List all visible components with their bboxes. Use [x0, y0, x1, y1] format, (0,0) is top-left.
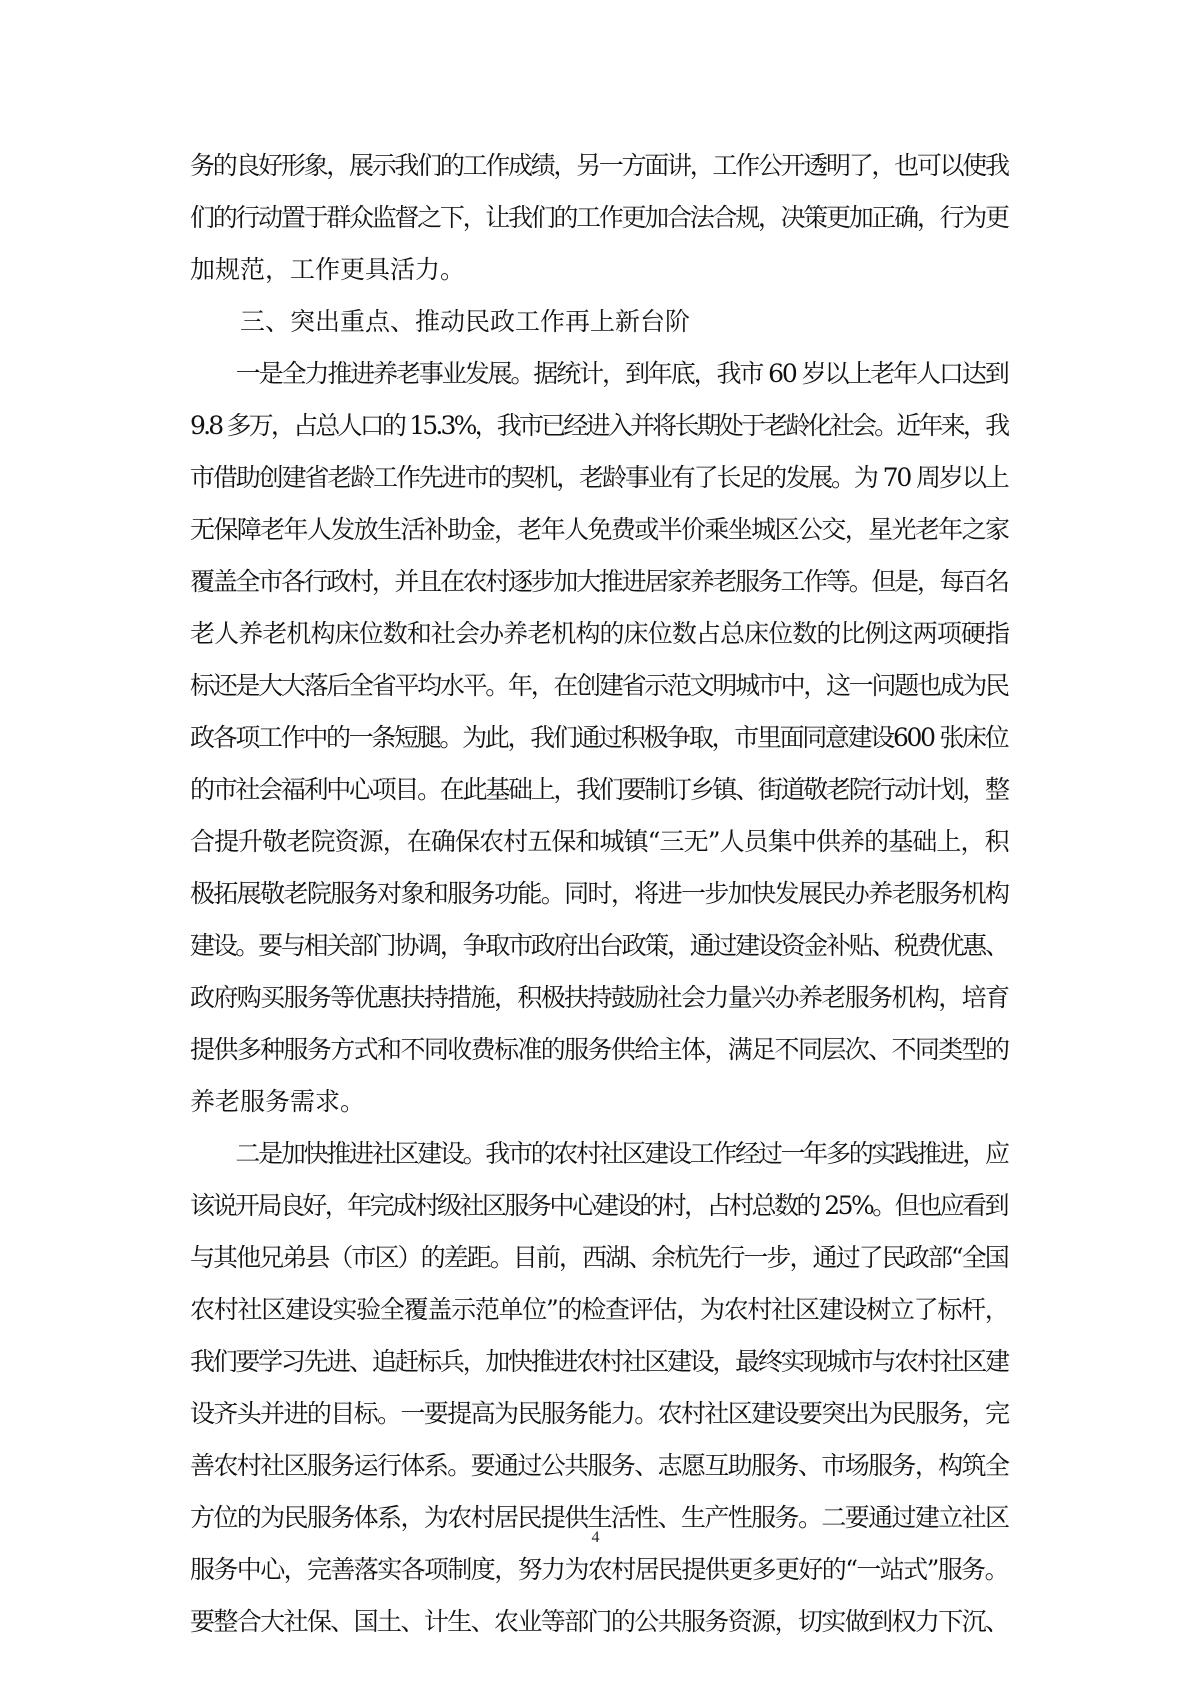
text-line: 政府购买服务等优惠扶持措施，积极扶持鼓励社会力量兴办养老服务机构，培育: [190, 983, 1009, 1012]
text-line: 加规范，工作更具活力。: [190, 255, 466, 284]
text-line: 三、突出重点、推动民政工作再上新台阶: [190, 307, 691, 336]
text-line: 二是加快推进社区建设。我市的农村社区建设工作经过一年多的实践推进，应: [190, 1139, 1008, 1168]
text-line: 服务中心，完善落实各项制度，努力为农村居民提供更多更好的“一站式”服务。: [190, 1555, 1008, 1584]
text-line: 们的行动置于群众监督之下，让我们的工作更加合法合规，决策更加正确，行为更: [190, 203, 1008, 232]
text-line: 极拓展敬老院服务对象和服务功能。同时，将进一步加快发展民办养老服务机构: [190, 879, 1009, 908]
text-line: 善农村社区服务运行体系。要通过公共服务、志愿互助服务、市场服务，构筑全: [190, 1451, 1009, 1480]
text-line: 我们要学习先进、追赶标兵，加快推进农村社区建设，最终实现城市与农村社区建: [190, 1347, 1008, 1376]
text-line: 农村社区建设实验全覆盖示范单位”的检查评估，为农村社区建设树立了标杆，: [190, 1295, 1009, 1324]
text-line: 标还是大大落后全省平均水平。年，在创建省示范文明城市中，这一问题也成为民: [190, 671, 1008, 700]
text-line: 老人养老机构床位数和社会办养老机构的床位数占总床位数的比例这两项硬指: [190, 619, 1010, 648]
text-line: 覆盖全市各行政村，并且在农村逐步加大推进居家养老服务工作等。但是，每百名: [190, 567, 1008, 596]
text-line: 政各项工作中的一条短腿。为此，我们通过积极争取，市里面同意建设600 张床位: [190, 723, 1008, 752]
text-line: 养老服务需求。: [190, 1087, 366, 1116]
text-line: 与其他兄弟县（市区）的差距。目前，西湖、余杭先行一步，通过了民政部“全国: [190, 1243, 1008, 1272]
text-line: 市借助创建省老龄工作先进市的契机，老龄事业有了长足的发展。为 70 周岁以上: [190, 463, 1008, 492]
document-body: [190, 140, 1010, 1648]
text-line: 要整合大社保、国土、计生、农业等部门的公共服务资源，切实做到权力下沉、: [190, 1607, 1009, 1636]
text-line: 一是全力推进养老事业发展。据统计，到年底，我市 60 岁以上老年人口达到: [190, 359, 1008, 388]
text-line: 9.8 多万，占总人口的 15.3%，我市已经进入并将长期处于老龄化社会。近年来，我: [190, 411, 1008, 440]
text-line: 建设。要与相关部门协调，争取市政府出台政策，通过建设资金补贴、税费优惠、: [190, 931, 1008, 960]
text-line: 设齐头并进的目标。一要提高为民服务能力。农村社区建设要突出为民服务，完: [190, 1399, 1009, 1428]
text-line: 合提升敬老院资源，在确保农村五保和城镇“三无”人员集中供养的基础上，积: [190, 827, 1009, 856]
text-line: 该说开局良好，年完成村级社区服务中心建设的村，占村总数的 25%。但也应看到: [190, 1191, 1007, 1220]
text-line: 提供多种服务方式和不同收费标准的服务供给主体，满足不同层次、不同类型的: [190, 1035, 1009, 1064]
text-line: 的市社会福利中心项目。在此基础上，我们要制订乡镇、街道敬老院行动计划，整: [190, 775, 1008, 804]
text-line: 方位的为民服务体系，为农村居民提供生活性、生产性服务。二要通过建立社区: [190, 1503, 1009, 1532]
text-line: 无保障老年人发放生活补助金，老年人免费或半价乘坐城区公交，星光老年之家: [190, 515, 1009, 544]
text-line: 务的良好形象，展示我们的工作成绩，另一方面讲，工作公开透明了，也可以使我: [190, 151, 1008, 180]
page-number: 4: [591, 1529, 600, 1546]
